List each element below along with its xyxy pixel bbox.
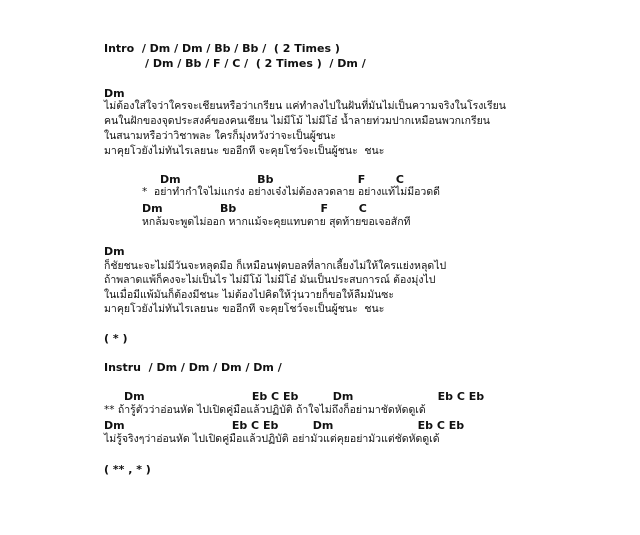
verse2-lyric: ก็ชัยชนะจะไม่มีวันจะหลุดมือ ก็เหมือนฟุตบอลที่ลากเลี้ยงไม่ให้ใครแย่งหลุดไป (104, 260, 447, 272)
bridge-chords-1: Dm Eb C Eb Dm Eb C Eb (124, 390, 485, 403)
bridge-lyric-2: ไม่รู้จริงๆว่าอ่อนหัด ไปเปิดคู่มือแล้วปฏิบัติ อย่ามัวแต่คุยอย่ามัวแต่ชัดหัดดูเด้ (104, 433, 440, 445)
bridge-chords-2: Dm Eb C Eb Dm Eb C Eb (104, 419, 465, 432)
verse1-lyric: ในสนามหรือว่าวิชาพละ ใครก็มุ่งหวังว่าจะเป็นผู้ชนะ (104, 130, 336, 142)
verse1-lyric: ไม่ต้องใส่ใจว่าใครจะเชียนหรือว่าเกรียน แค่ทำลงไปในฝันที่มันไม่เป็นความจริงในโรงเรียน (104, 100, 506, 112)
verse1-chord: Dm (104, 87, 125, 100)
hook-lyric-2: หกล้มจะพูดไม่ออก หากแม้จะคุยแทบตาย สุดท้ายขอเจอสักที (142, 216, 411, 228)
hook-chords-2: Dm Bb F C (142, 202, 367, 215)
verse2-lyric: ถ้าพลาดแพ้ก็คงจะไม่เป็นไร ไม่มีโม้ ไม่มีโอ๋ มันเป็นประสบการณ์ ต้องมุ่งไป (104, 274, 436, 286)
verse2-lyric: ในเมื่อมีแพ้มันก็ต้องมีชนะ ไม่ต้องไปคิดให้วุ่นวายก็ขอให้ลืมมันซะ (104, 289, 395, 301)
verse1-lyric: มาคุยโวยังไม่ทันไรเลยนะ ขออีกที จะคุยโชว์จะเป็นผู้ชนะ ชนะ (104, 145, 385, 157)
verse1-lyric: คนในฝักของจุดประสงค์ของคนเชียน ไม่มีโม้ ไม่มีโอ๋ น้ำลายท่วมปากเหมือนพวกเกรียน (104, 115, 490, 127)
intro-line-1: Intro / Dm / Dm / Bb / Bb / ( 2 Times ) (104, 42, 340, 55)
instru-line: Instru / Dm / Dm / Dm / Dm / (104, 361, 282, 374)
repeat-marker-hook: ( * ) (104, 332, 128, 345)
bridge-lyric-1: ** ถ้ารู้ตัวว่าอ่อนหัด ไปเปิดคู่มือแล้วปฏิบัติ ถ้าใจไม่ถึงก็อย่ามาชัดหัดดูเด้ (104, 404, 426, 416)
verse2-lyric: มาคุยโวยังไม่ทันไรเลยนะ ขออีกที จะคุยโชว์จะเป็นผู้ชนะ ชนะ (104, 303, 385, 315)
repeat-marker-final: ( ** , * ) (104, 463, 151, 476)
intro-line-2: / Dm / Bb / F / C / ( 2 Times ) / Dm / (145, 57, 366, 70)
verse2-chord: Dm (104, 245, 125, 258)
hook-chords-1: Dm Bb F C (160, 173, 404, 186)
hook-lyric-1: * อย่าทำกำใจไม่แกร่ง อย่างเจ๋งไม่ต้องลวดลาย อย่างแท้ไม่มีอวดดี (142, 186, 440, 198)
